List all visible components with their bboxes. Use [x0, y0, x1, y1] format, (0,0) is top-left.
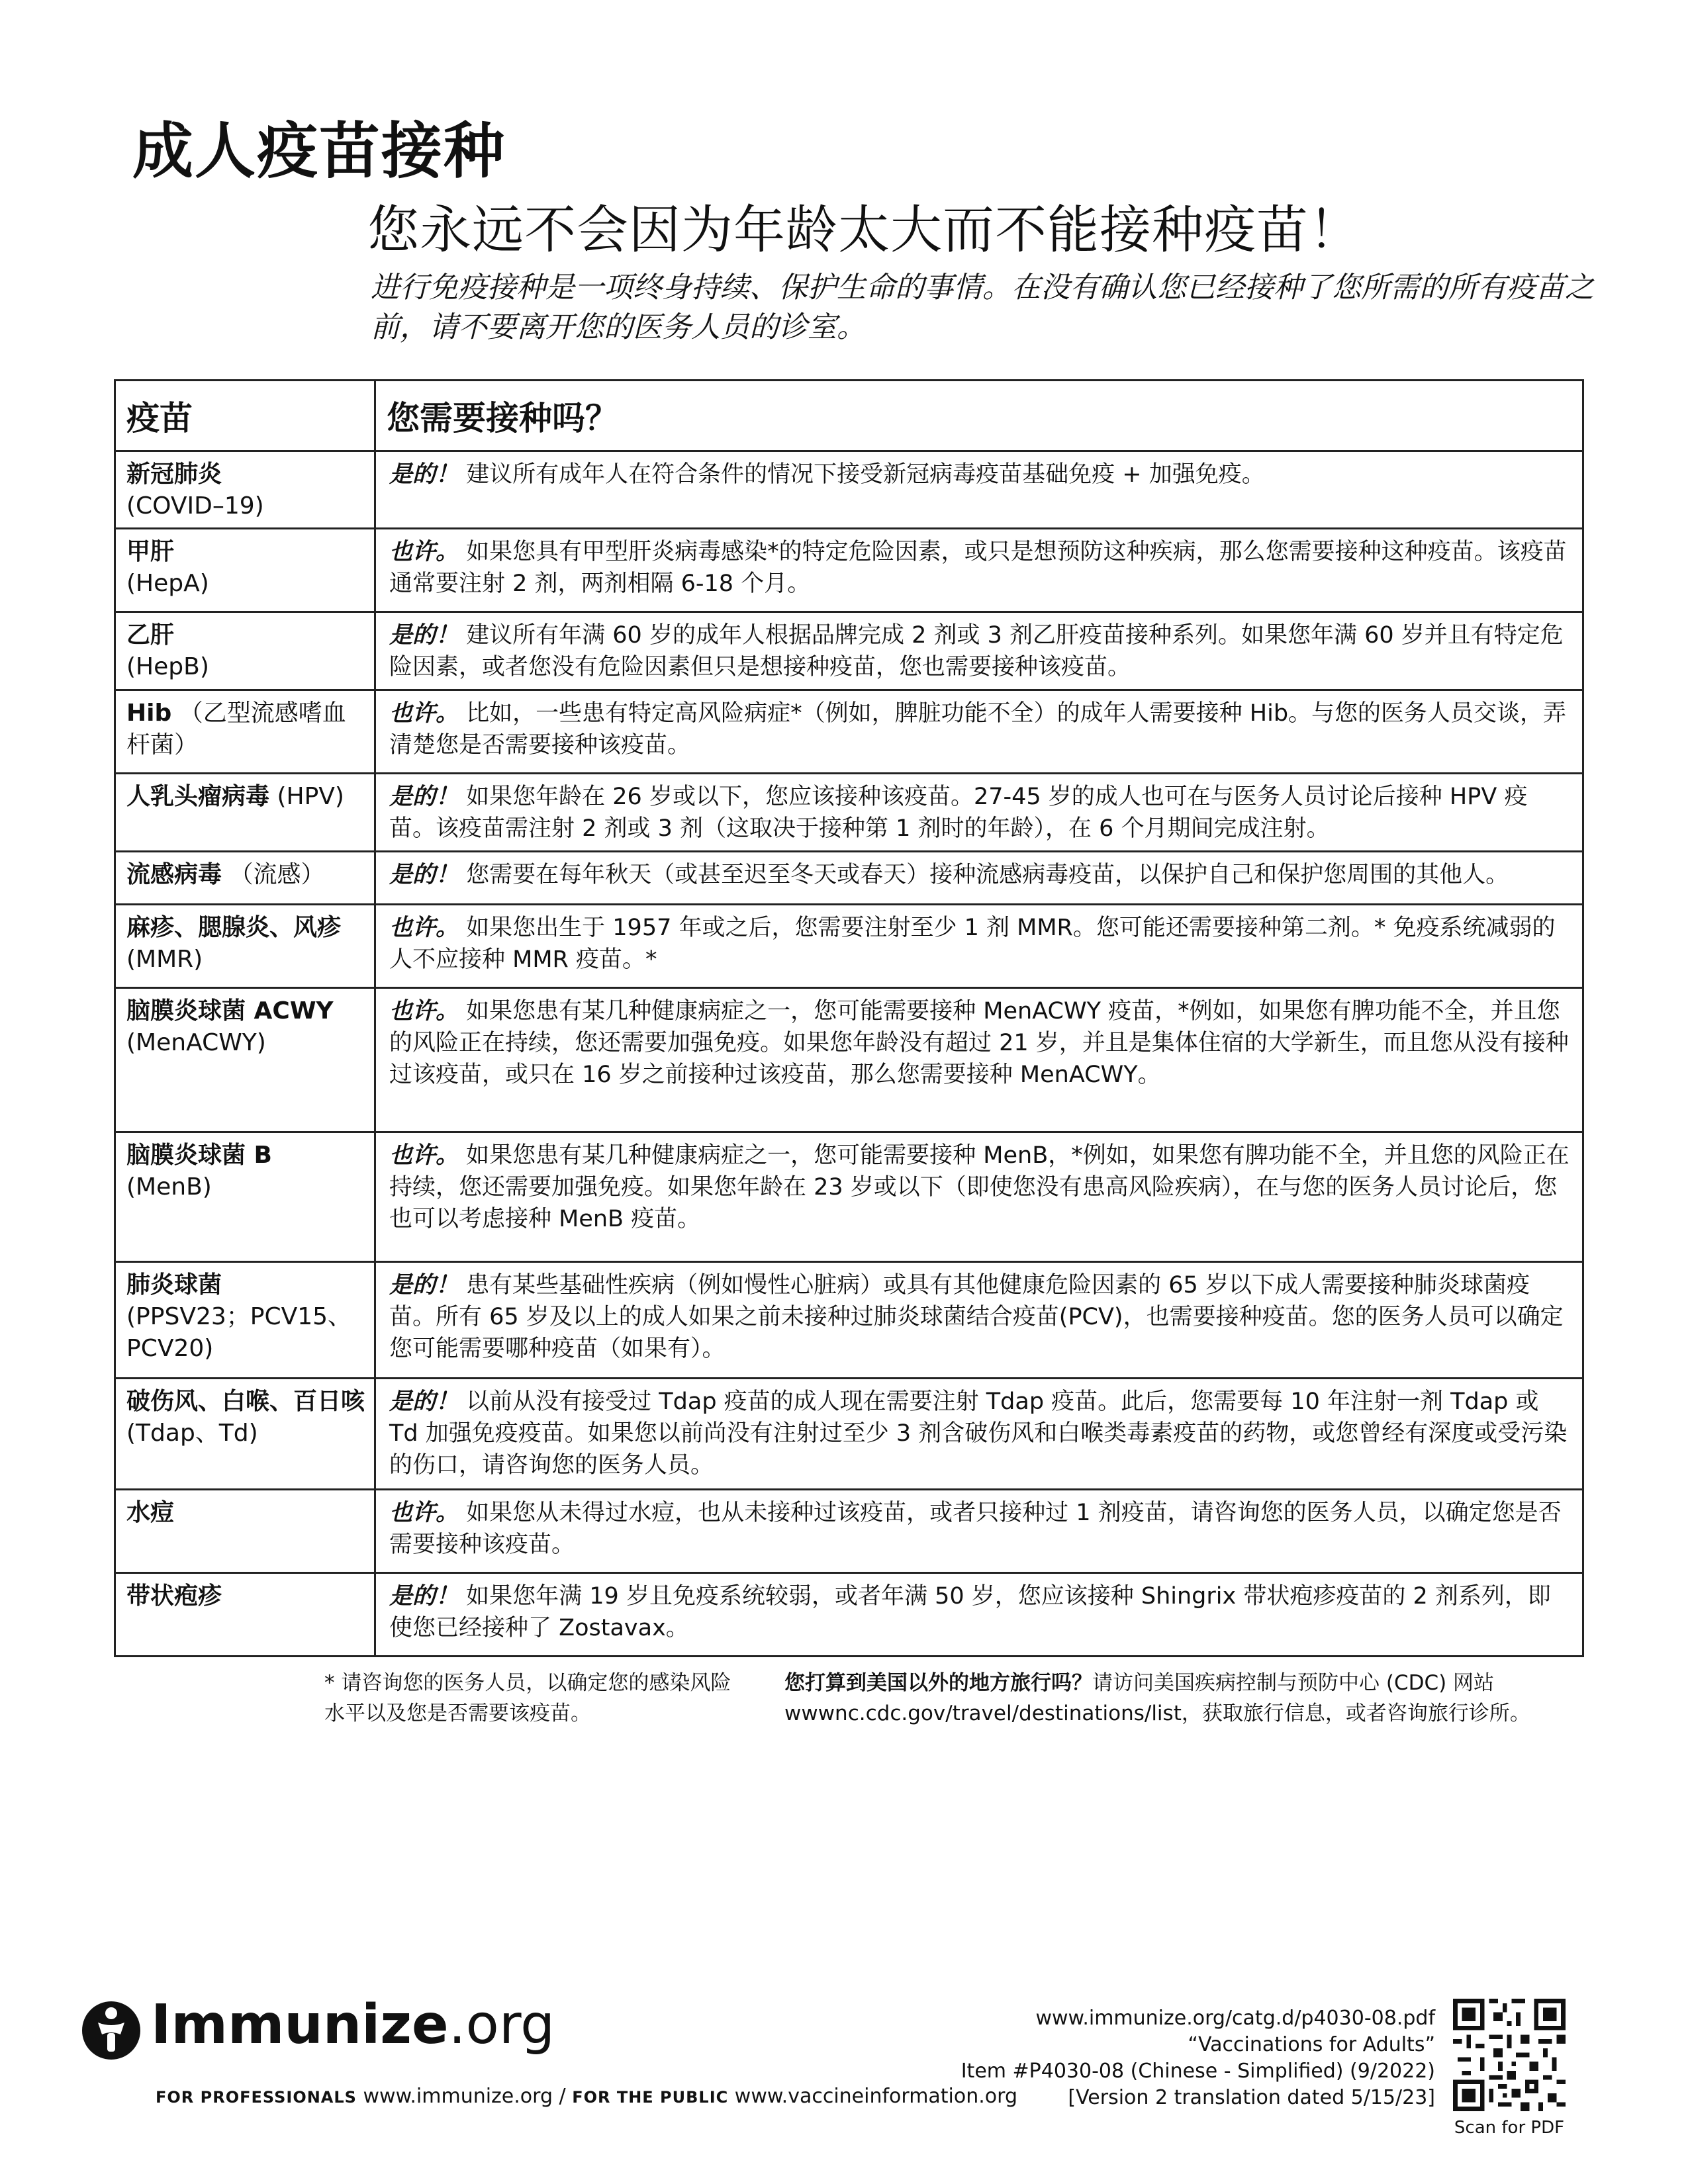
footer-links — [156, 2085, 1017, 2108]
vaccine-name-cell — [115, 852, 375, 905]
recommendation-text: 建议所有成年人在符合条件的情况下接受新冠病毒疫苗基础免疫 + 加强免疫。 — [466, 461, 1265, 488]
recommendation-cell — [375, 529, 1583, 612]
for-professionals-label: FOR PROFESSIONALS — [156, 2088, 357, 2107]
recommendation-cell — [375, 1132, 1583, 1262]
vaccine-name: 麻疹、腮腺炎、风疹 — [126, 914, 342, 941]
immunize-logo-text — [151, 1993, 555, 2056]
recommendation-cell — [375, 905, 1583, 988]
recommendation-text: 您需要在每年秋天（或甚至迟至冬天或春天）接种流感病毒疫苗，以保护自己和保护您周围的其他人。 — [466, 862, 1509, 888]
recommendation-text: 如果您年龄在 26 岁或以下，您应该接种该疫苗。27-45 岁的成人也可在与医务人员讨论后接种 HPV 疫苗。该疫苗需注射 2 剂或 3 剂（这取决于接种第 1 剂时的年龄），在 6 个月期间完成注射。 — [389, 784, 1528, 842]
table-row — [115, 905, 1583, 988]
recommendation-cell — [375, 1573, 1583, 1657]
vaccine-abbreviation: (MenACWY) — [126, 1029, 266, 1056]
recommendation-lead: 也许。 — [389, 539, 459, 565]
table-row — [115, 988, 1583, 1132]
recommendation-lead: 是的！ — [389, 862, 459, 888]
table-row — [115, 774, 1583, 852]
recommendation-text: 患有某些基础性疾病（例如慢性心脏病）或具有其他健康危险因素的 65 岁以下成人需要接种肺炎球菌疫苗。所有 65 岁及以上的成人如果之前未接种过肺炎球菌结合疫苗(PCV)，也需要接种疫苗。您的医务人员可以确定您可能需要哪种疫苗（如果有）。 — [389, 1272, 1564, 1362]
table-row — [115, 1573, 1583, 1657]
recommendation-text: 如果您患有某几种健康病症之一，您可能需要接种 MenB，*例如，如果您有脾功能不全，并且您的风险正在持续，您还需要加强免疫。如果您年龄在 23 岁或以下（即使您没有患高风险疾病），在与您的医务人员讨论后，您也可以考虑接种 MenB 疫苗。 — [389, 1142, 1570, 1232]
recommendation-lead: 也许。 — [389, 1500, 459, 1526]
vaccine-name: 脑膜炎球菌 B — [126, 1142, 272, 1169]
vaccine-name-cell — [115, 988, 375, 1132]
vaccine-name-cell — [115, 1132, 375, 1262]
vaccine-abbreviation: (HPV) — [277, 783, 344, 810]
table-row — [115, 1379, 1583, 1490]
vaccine-abbreviation: (Tdap、Td) — [126, 1420, 258, 1447]
recommendation-lead: 也许。 — [389, 998, 459, 1024]
vaccine-name-cell — [115, 1379, 375, 1490]
recommendation-cell — [375, 1490, 1583, 1573]
page-subtitle: 您永远不会因为年龄太大而不能接种疫苗！ — [367, 201, 1362, 260]
vaccine-abbreviation: (HepB) — [126, 653, 209, 680]
recommendation-lead: 是的！ — [389, 1583, 459, 1610]
document-meta — [961, 2005, 1435, 2111]
recommendation-cell — [375, 852, 1583, 905]
recommendation-cell — [375, 451, 1583, 529]
vaccine-name: 新冠肺炎 — [126, 461, 222, 488]
recommendation-cell — [375, 612, 1583, 690]
for-public-label: FOR THE PUBLIC — [572, 2088, 729, 2107]
vaccine-name-cell — [115, 612, 375, 690]
table-row — [115, 612, 1583, 690]
vaccine-name: Hib — [126, 700, 172, 727]
recommendation-text: 如果您具有甲型肝炎病毒感染*的特定危险因素，或只是想预防这种疾病，那么您需要接种这种疫苗。该疫苗通常要注射 2 剂，两剂相隔 6-18 个月。 — [389, 539, 1567, 597]
meta-url[interactable]: www.immunize.org/catg.d/p4030-08.pdf — [1035, 2007, 1435, 2030]
recommendation-lead: 是的！ — [389, 1388, 459, 1415]
recommendation-lead: 是的！ — [389, 1272, 459, 1298]
logo-text-light: .org — [448, 1993, 555, 2056]
vaccine-name-cell — [115, 1573, 375, 1657]
footer-separator: / — [559, 2085, 566, 2108]
travel-note-lead: 您打算到美国以外的地方旅行吗？ — [784, 1671, 1092, 1695]
recommendation-cell — [375, 988, 1583, 1132]
recommendation-lead: 也许。 — [389, 1142, 459, 1169]
footnote: * 请咨询您的医务人员，以确定您的感染风险水平以及您是否需要该疫苗。 — [324, 1671, 731, 1725]
vaccine-abbreviation: (HepA) — [126, 570, 209, 597]
vaccine-abbreviation: （流感） — [229, 861, 325, 888]
immunize-logo-icon — [78, 1996, 144, 2062]
intro-text: 进行免疫接种是一项终身持续、保护生命的事情。在没有确认您已经接种了您所需的所有疫苗之前，请不要离开您的医务人员的诊室。 — [371, 271, 1594, 344]
vaccine-name: 带状疱疹 — [126, 1582, 222, 1610]
table-row — [115, 1262, 1583, 1379]
recommendation-text: 比如，一些患有特定高风险病症*（例如，脾脏功能不全）的成年人需要接种 Hib。与您的医务人员交谈，弄清楚您是否需要接种该疫苗。 — [389, 700, 1567, 758]
recommendation-text: 如果您年满 19 岁且免疫系统较弱，或者年满 50 岁，您应该接种 Shingrix 带状疱疹疫苗的 2 剂系列，即使您已经接种了 Zostavax。 — [389, 1583, 1551, 1641]
vaccine-name-cell — [115, 774, 375, 852]
vaccine-name-cell — [115, 529, 375, 612]
meta-version: [Version 2 translation dated 5/15/23] — [1068, 2086, 1435, 2109]
vaccine-name-cell — [115, 1490, 375, 1573]
vaccine-name-cell — [115, 690, 375, 774]
vaccine-name-cell — [115, 1262, 375, 1379]
vaccine-name-cell — [115, 905, 375, 988]
public-link[interactable]: www.vaccineinformation.org — [734, 2085, 1018, 2108]
table-header-row — [115, 381, 1583, 451]
recommendation-cell — [375, 774, 1583, 852]
recommendation-cell — [375, 690, 1583, 774]
professionals-link[interactable]: www.immunize.org — [363, 2085, 553, 2108]
table-row — [115, 1132, 1583, 1262]
recommendation-lead: 是的！ — [389, 622, 459, 649]
vaccine-table — [114, 379, 1584, 1657]
recommendation-lead: 是的！ — [389, 461, 459, 488]
vaccine-name: 流感病毒 — [126, 861, 222, 888]
vaccine-name: 破伤风、白喉、百日咳 — [126, 1388, 365, 1415]
table-row — [115, 1490, 1583, 1573]
recommendation-cell — [375, 1379, 1583, 1490]
vaccine-name: 乙肝 — [126, 621, 175, 649]
recommendation-text: 以前从没有接受过 Tdap 疫苗的成人现在需要注射 Tdap 疫苗。此后，您需要每 10 年注射一剂 Tdap 或 Td 加强免疫疫苗。如果您以前尚没有注射过至少 3 剂含破伤风和白喉类毒素疫苗的药物，或您曾经有深度或受污染的伤口，请咨询您的医务人员。 — [389, 1388, 1568, 1479]
column-header-need: 您需要接种吗？ — [375, 381, 1583, 451]
column-header-vaccine: 疫苗 — [115, 381, 375, 451]
recommendation-text: 如果您出生于 1957 年或之后，您需要注射至少 1 剂 MMR。您可能还需要接种第二剂。* 免疫系统减弱的人不应接种 MMR 疫苗。* — [389, 915, 1556, 973]
table-row — [115, 852, 1583, 905]
vaccine-abbreviation: (MenB) — [126, 1173, 212, 1201]
scan-label: Scan for PDF — [1454, 2118, 1565, 2138]
vaccine-abbreviation: (COVID–19) — [126, 492, 264, 520]
travel-note-text: 请访问美国疾病控制与预防中心 (CDC) 网站 wwwnc.cdc.gov/travel/destinations/list，获取旅行信息，或者咨询旅行诊所。 — [784, 1671, 1530, 1725]
page-title: 成人疫苗接种 — [132, 116, 506, 187]
table-row — [115, 451, 1583, 529]
vaccine-abbreviation: （乙型流感嗜血杆菌） — [126, 700, 346, 758]
logo-text-bold: Immunize — [151, 1993, 449, 2056]
recommendation-text: 如果您患有某几种健康病症之一，您可能需要接种 MenACWY 疫苗，*例如，如果您有脾功能不全，并且您的风险正在持续，您还需要加强免疫。如果您年龄没有超过 21 岁，并且是集体住宿的大学新生，而且您从没有接种过该疫苗，或只在 16 岁之前接种过该疫苗，那么您需要接种 MenACWY。 — [389, 998, 1569, 1088]
travel-note — [784, 1668, 1585, 1729]
vaccine-abbreviation: (PPSV23；PCV15、PCV20) — [126, 1303, 352, 1362]
recommendation-lead: 也许。 — [389, 915, 459, 941]
vaccine-name: 水痘 — [126, 1499, 175, 1526]
meta-item: Item #P4030-08 (Chinese - Simplified) (9/2022) — [961, 2060, 1435, 2083]
meta-title: “Vaccinations for Adults” — [1188, 2033, 1435, 2056]
recommendation-lead: 也许。 — [389, 700, 459, 727]
table-row — [115, 529, 1583, 612]
vaccine-name: 甲肝 — [126, 538, 175, 565]
vaccine-name: 脑膜炎球菌 ACWY — [126, 997, 334, 1024]
vaccine-name: 人乳头瘤病毒 — [126, 783, 270, 810]
table-row — [115, 690, 1583, 774]
recommendation-text: 建议所有年满 60 岁的成年人根据品牌完成 2 剂或 3 剂乙肝疫苗接种系列。如果您年满 60 岁并且有特定危险因素，或者您没有危险因素但只是想接种疫苗，您也需要接种该疫苗。 — [389, 622, 1564, 680]
vaccine-name: 肺炎球菌 — [126, 1271, 222, 1298]
vaccine-name-cell — [115, 451, 375, 529]
recommendation-cell — [375, 1262, 1583, 1379]
qr-code-icon — [1453, 1999, 1566, 2111]
recommendation-lead: 是的！ — [389, 784, 459, 810]
recommendation-text: 如果您从未得过水痘，也从未接种过该疫苗，或者只接种过 1 剂疫苗，请咨询您的医务人员，以确定您是否需要接种该疫苗。 — [389, 1500, 1562, 1558]
vaccine-abbreviation: (MMR) — [126, 946, 203, 973]
